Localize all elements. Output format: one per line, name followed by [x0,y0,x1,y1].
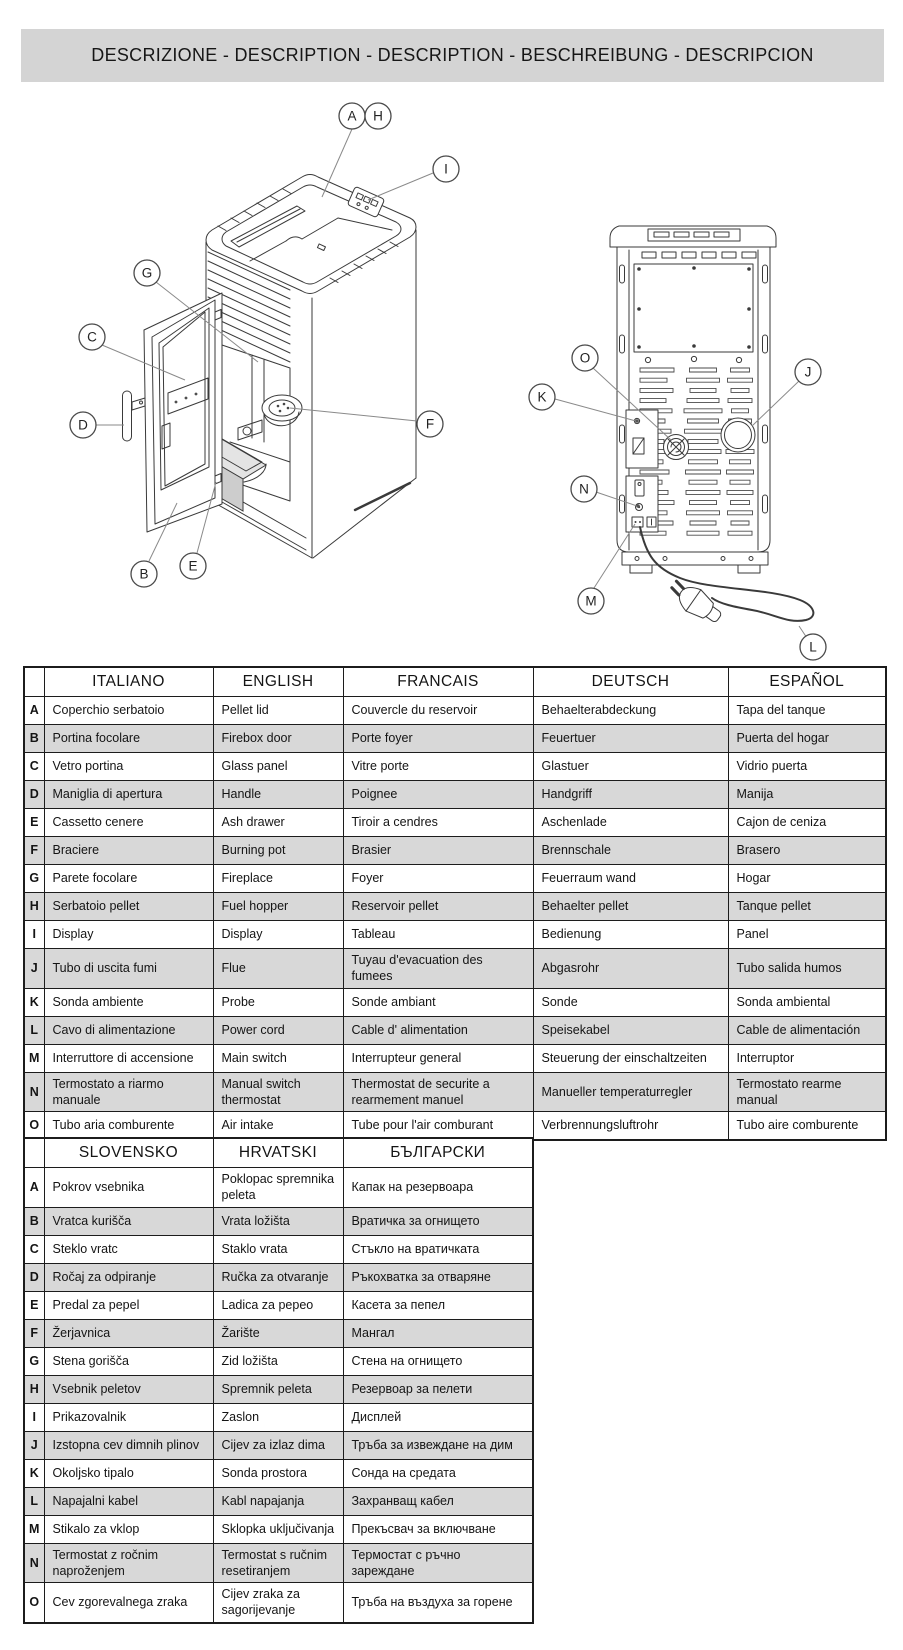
cell: Cijev za izlaz dima [213,1431,343,1459]
callout-J [795,359,821,385]
cell: Sonde [533,988,728,1016]
cell: Tubo aire comburente [728,1112,886,1141]
cell: Brasier [343,837,533,865]
svg-text:L: L [809,639,817,655]
cell: Дисплей [343,1403,533,1431]
cell: Sonda ambiente [44,988,213,1016]
burning-pot [262,395,302,426]
table-row-O [24,1112,886,1141]
cell: Fireplace [213,865,343,893]
corner-header [24,667,44,697]
cell: Handgriff [533,781,728,809]
cell: Ročaj za odpiranje [44,1263,213,1291]
table-row-L [24,1016,886,1044]
cell: Coperchio serbatoio [44,697,213,725]
table-row-G [24,865,886,893]
cell: Napajalni kabel [44,1487,213,1515]
cell: Pokrov vsebnika [44,1168,213,1208]
cell: Izstopna cev dimnih plinov [44,1431,213,1459]
cell: Ladica za pepeo [213,1291,343,1319]
svg-text:M: M [585,593,597,609]
cell: Portina focolare [44,725,213,753]
row-letter: K [24,988,44,1016]
svg-text:J: J [804,364,812,380]
cell: Termostat s ručnim resetiranjem [213,1543,343,1583]
row-letter: E [24,809,44,837]
cell: Žarište [213,1319,343,1347]
translation-table-main [23,666,887,1141]
cell: Vsebnik peletov [44,1375,213,1403]
table-row-H [24,893,886,921]
column-header: ESPAÑOL [728,667,886,697]
row-letter: A [24,697,44,725]
cell: Burning pot [213,837,343,865]
cell: Okoljsko tipalo [44,1459,213,1487]
cell: Vidrio puerta [728,753,886,781]
cell: Сонда на средата [343,1459,533,1487]
cell: Steklo vratc [44,1235,213,1263]
callout-K [529,384,555,410]
cell: Žerjavnica [44,1319,213,1347]
translation-table-secondary [23,1137,534,1624]
column-header: ENGLISH [213,667,343,697]
svg-text:K: K [537,389,547,405]
cell: Power cord [213,1016,343,1044]
cell: Tapa del tanque [728,697,886,725]
row-letter: N [24,1543,44,1583]
cell: Тръба за извеждане на дим [343,1431,533,1459]
cell: Vratca kurišča [44,1207,213,1235]
cell: Vrata ložišta [213,1207,343,1235]
cell: Aschenlade [533,809,728,837]
row-letter: B [24,1207,44,1235]
row-letter: O [24,1583,44,1623]
row-letter: G [24,865,44,893]
cell: Sonde ambiant [343,988,533,1016]
cell: Cassetto cenere [44,809,213,837]
cell: Spremnik peleta [213,1375,343,1403]
cell: Термостат с ръчно зареждане [343,1543,533,1583]
air-intake [664,435,689,460]
cell: Manueller temperaturregler [533,1072,728,1112]
cell: Stikalo za vklop [44,1515,213,1543]
cell: Cavo di alimentazione [44,1016,213,1044]
callout-O [572,345,598,371]
cell: Vitre porte [343,753,533,781]
row-letter: L [24,1016,44,1044]
row-letter: C [24,1235,44,1263]
row-letter: M [24,1044,44,1072]
door-handle [123,391,146,441]
cell: Cable d' alimentation [343,1016,533,1044]
row-letter: H [24,893,44,921]
row-letter: I [24,1403,44,1431]
header-row [24,1138,533,1168]
row-letter: I [24,921,44,949]
table-row-I [24,1403,533,1431]
row-letter: C [24,753,44,781]
cell: Стена на огнището [343,1347,533,1375]
cell: Brennschale [533,837,728,865]
cell: Manual switch thermostat [213,1072,343,1112]
table-row-G [24,1347,533,1375]
row-letter: E [24,1291,44,1319]
table-row-B [24,1207,533,1235]
cell: Interruptor [728,1044,886,1072]
table-row-J [24,949,886,989]
cell: Sonda ambiental [728,988,886,1016]
cell: Handle [213,781,343,809]
cell: Feuertuer [533,725,728,753]
column-header: DEUTSCH [533,667,728,697]
cell: Cijev zraka za sagorijevanje [213,1583,343,1623]
cell: Foyer [343,865,533,893]
cell: Vetro portina [44,753,213,781]
table-row-F [24,1319,533,1347]
firebox-door [144,293,222,532]
row-letter: M [24,1515,44,1543]
column-header: FRANCAIS [343,667,533,697]
cell: Tuyau d'evacuation des fumees [343,949,533,989]
stove-diagram [0,90,903,665]
cell: Maniglia di apertura [44,781,213,809]
svg-text:F: F [425,416,435,432]
cell: Display [213,921,343,949]
row-letter: N [24,1072,44,1112]
cell: Firebox door [213,725,343,753]
cell: Behaelterabdeckung [533,697,728,725]
table-row-K [24,988,886,1016]
cell: Tableau [343,921,533,949]
cell: Касета за пепел [343,1291,533,1319]
callout-M [578,588,604,614]
table-row-I [24,921,886,949]
cell: Main switch [213,1044,343,1072]
svg-text:D: D [78,417,88,433]
row-letter: B [24,725,44,753]
base-rail [622,552,768,573]
cell: Flue [213,949,343,989]
cell: Steuerung der einschaltzeiten [533,1044,728,1072]
callout-B [131,561,157,587]
flue-outlet [721,418,755,452]
cell: Cable de alimentación [728,1016,886,1044]
cell: Tubo di uscita fumi [44,949,213,989]
cell: Serbatoio pellet [44,893,213,921]
cell: Probe [213,988,343,1016]
callout-G [134,260,160,286]
callout-E [180,553,206,579]
cell: Feuerraum wand [533,865,728,893]
cell: Fuel hopper [213,893,343,921]
table-row-E [24,809,886,837]
callout-H [365,103,391,129]
row-letter: A [24,1168,44,1208]
row-letter: G [24,1347,44,1375]
cell: Manija [728,781,886,809]
cell: Cev zgorevalnega zraka [44,1583,213,1623]
table-row-D [24,1263,533,1291]
table-row-N [24,1072,886,1112]
probe-bracket [626,410,658,468]
row-letter: D [24,781,44,809]
table-row-M [24,1515,533,1543]
row-letter: F [24,837,44,865]
cell: Zid ložišta [213,1347,343,1375]
cell: Tanque pellet [728,893,886,921]
svg-text:I: I [444,161,448,177]
cell: Panel [728,921,886,949]
svg-text:N: N [579,481,589,497]
back-stove-drawing [610,226,813,629]
cell: Termostato a riarmo manuale [44,1072,213,1112]
cell: Вратичка за огнището [343,1207,533,1235]
svg-text:O: O [579,350,591,366]
table-row-A [24,697,886,725]
front-stove-drawing [123,175,417,559]
column-header: БЪЛГАРСКИ [343,1138,533,1168]
cell: Speisekabel [533,1016,728,1044]
cell: Behaelter pellet [533,893,728,921]
cell: Стъкло на вратичката [343,1235,533,1263]
cell: Zaslon [213,1403,343,1431]
header-row [24,667,886,697]
table-row-F [24,837,886,865]
cell: Reservoir pellet [343,893,533,921]
callout-F [417,411,443,437]
cell: Couvercle du reservoir [343,697,533,725]
cell: Porte foyer [343,725,533,753]
svg-text:H: H [373,108,383,124]
cell: Tube pour l'air comburant [343,1112,533,1141]
table-row-B [24,725,886,753]
title-bar [21,29,884,82]
cell: Мангал [343,1319,533,1347]
cell: Pellet lid [213,697,343,725]
svg-text:A: A [347,108,357,124]
cell: Sonda prostora [213,1459,343,1487]
svg-text:E: E [188,558,198,574]
row-letter: J [24,949,44,989]
column-header: SLOVENSKO [44,1138,213,1168]
table-row-E [24,1291,533,1319]
table-row-C [24,1235,533,1263]
cell: Interrupteur general [343,1044,533,1072]
table-row-A [24,1168,533,1208]
cell: Termostato rearme manual [728,1072,886,1112]
cell: Parete focolare [44,865,213,893]
cell: Cajon de ceniza [728,809,886,837]
cell: Hogar [728,865,886,893]
cell: Bedienung [533,921,728,949]
cell: Glass panel [213,753,343,781]
cell: Prikazovalnik [44,1403,213,1431]
cell: Glastuer [533,753,728,781]
table-row-O [24,1583,533,1623]
callout-D [70,412,96,438]
cell: Ash drawer [213,809,343,837]
cell: Захранващ кабел [343,1487,533,1515]
row-letter: O [24,1112,44,1141]
cell: Тръба на въздуха за горене [343,1583,533,1623]
callout-C [79,324,105,350]
table-row-D [24,781,886,809]
cell: Прекъсвач за включване [343,1515,533,1543]
cell: Interruttore di accensione [44,1044,213,1072]
table-row-M [24,1044,886,1072]
column-header: HRVATSKI [213,1138,343,1168]
cell: Display [44,921,213,949]
cell: Tubo salida humos [728,949,886,989]
cell: Poignee [343,781,533,809]
cell: Капак на резервоара [343,1168,533,1208]
table-row-J [24,1431,533,1459]
table-row-C [24,753,886,781]
table-row-H [24,1375,533,1403]
cell: Braciere [44,837,213,865]
cell: Staklo vrata [213,1235,343,1263]
cell: Kabl napajanja [213,1487,343,1515]
cell: Termostat z ročnim naproženjem [44,1543,213,1583]
cell: Ръкохватка за отваряне [343,1263,533,1291]
cell: Tubo aria comburente [44,1112,213,1141]
row-letter: J [24,1431,44,1459]
cell: Sklopka uključivanja [213,1515,343,1543]
row-letter: F [24,1319,44,1347]
cell: Резервоар за пелети [343,1375,533,1403]
cell: Verbrennungsluftrohr [533,1112,728,1141]
table-row-N [24,1543,533,1583]
cell: Thermostat de securite a rearmement manuel [343,1072,533,1112]
svg-text:C: C [87,329,97,345]
column-header: ITALIANO [44,667,213,697]
corner-header [24,1138,44,1168]
cell: Puerta del hogar [728,725,886,753]
row-letter: L [24,1487,44,1515]
cell: Tiroir a cendres [343,809,533,837]
row-letter: K [24,1459,44,1487]
cell: Abgasrohr [533,949,728,989]
page-title: DESCRIZIONE - DESCRIPTION - DESCRIPTION - BESCHREIBUNG - DESCRIPCION [91,45,814,65]
svg-text:B: B [139,566,149,582]
cell: Air intake [213,1112,343,1141]
row-letter: H [24,1375,44,1403]
cell: Stena gorišča [44,1347,213,1375]
row-letter: D [24,1263,44,1291]
callout-A [339,103,365,129]
svg-text:G: G [141,265,153,281]
table-row-L [24,1487,533,1515]
callout-N [571,476,597,502]
table-row-K [24,1459,533,1487]
callout-I [433,156,459,182]
cell: Poklopac spremnika peleta [213,1168,343,1208]
cell: Brasero [728,837,886,865]
cell: Predal za pepel [44,1291,213,1319]
cell: Ručka za otvaranje [213,1263,343,1291]
callout-L [800,634,826,660]
